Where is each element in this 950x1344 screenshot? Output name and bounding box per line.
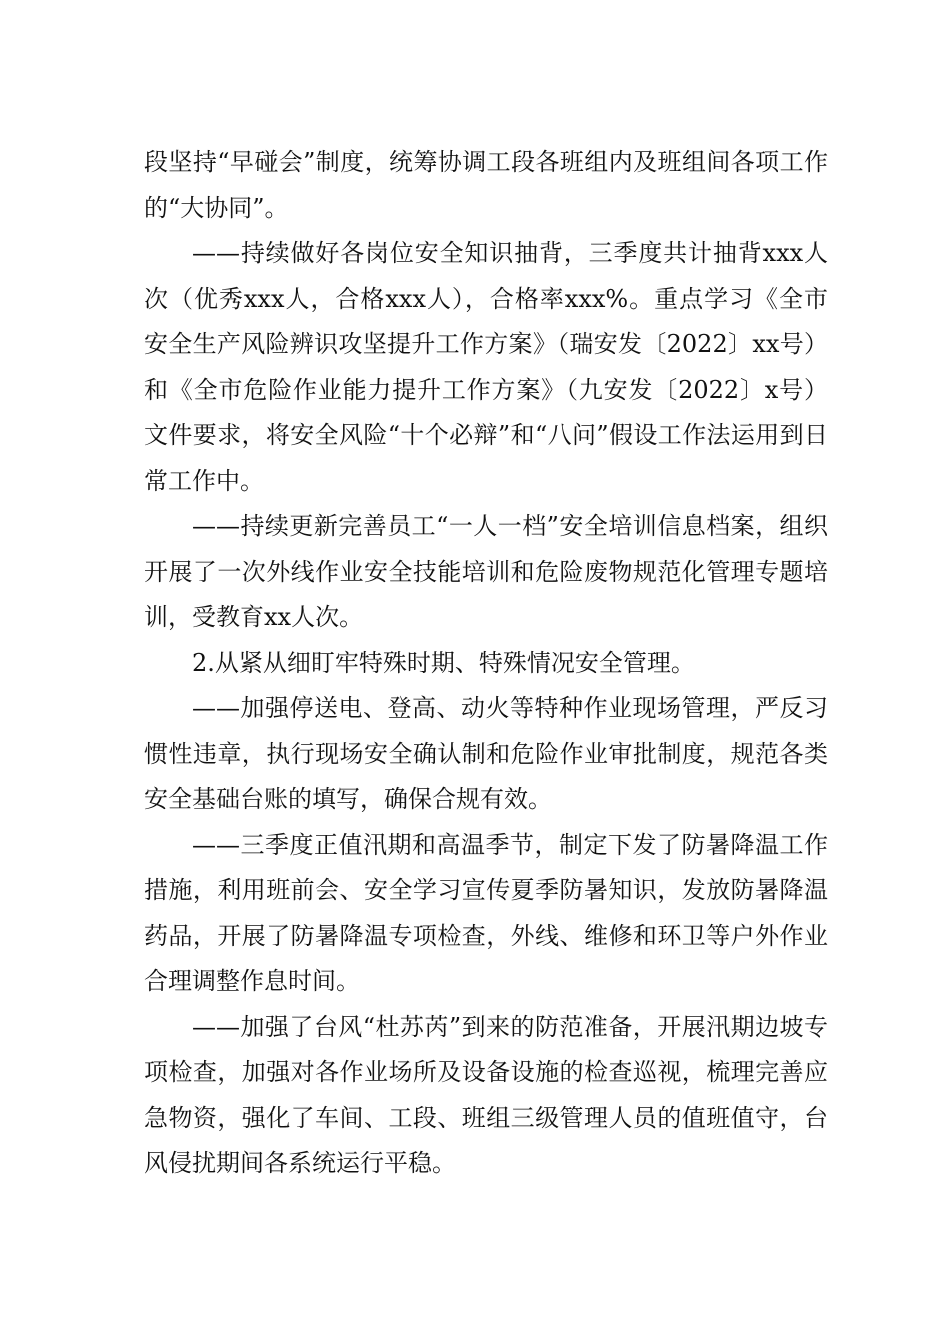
paragraph-special-operations: ——加强停送电、登高、动火等特种作业现场管理，严反习惯性违章，执行现场安全确认制和危险作业审批制度，规范各类安全基础台账的填写，确保合规有效。 (144, 694, 828, 813)
paragraph-typhoon-preparation: ——加强了台风“杜苏芮”到来的防范准备，开展汛期边坡专项检查，加强对各作业场所及设备设施的检查巡视，梳理完善应急物资，强化了车间、工段、班组三级管理人员的值班值守，台风侵扰期间各系统运行平稳。 (144, 1012, 828, 1177)
document-body (144, 140, 828, 1187)
paragraph-continuation: 段坚持“早碰会”制度，统筹协调工段各班组内及班组间各项工作的“大协同”。 (144, 148, 828, 222)
paragraph-knowledge-check: ——持续做好各岗位安全知识抽背，三季度共计抽背xxx人次（优秀xxx人，合格xxx人），合格率xxx%。重点学习《全市安全生产风险辨识攻坚提升工作方案》（瑞安发〔2022〕xx号）和《全市危险作业能力提升工作方案》（九安发〔2022〕x号）文件要求，将安全风险“十个必辩”和“八问”假设工作法运用到日常工作中。 (144, 239, 828, 495)
section-heading-special-periods: 2.从紧从细盯牢特殊时期、特殊情况安全管理。 (192, 648, 695, 677)
paragraph-training-archive: ——持续更新完善员工“一人一档”安全培训信息档案，组织开展了一次外线作业安全技能培训和危险废物规范化管理专题培训，受教育xx人次。 (144, 512, 828, 631)
paragraph-heat-prevention: ——三季度正值汛期和高温季节，制定下发了防暑降温工作措施，利用班前会、安全学习宣传夏季防暑知识，发放防暑降温药品，开展了防暑降温专项检查，外线、维修和环卫等户外作业合理调整作息时间。 (144, 830, 828, 995)
